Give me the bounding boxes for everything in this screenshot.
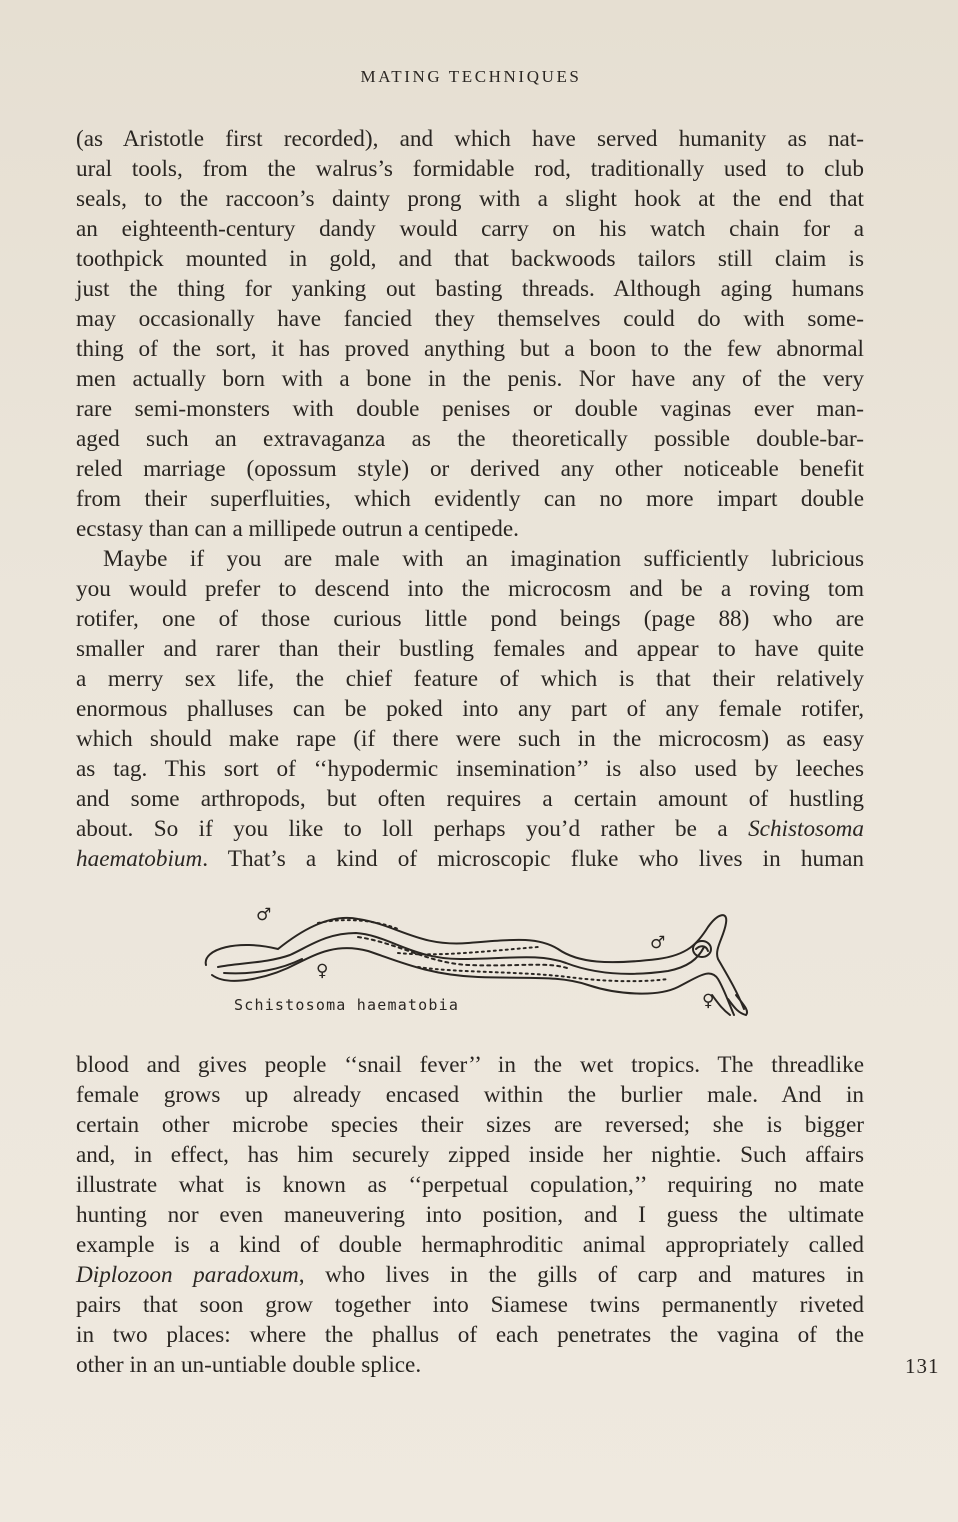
italic-species-name: Schistosoma: [748, 816, 865, 842]
text-line: certain other microbe species their sizes are reversed; she is bigger: [76, 1112, 864, 1138]
text-line: rotifer, one of those curious little pond beings (page 88) who are: [76, 606, 864, 632]
female-symbol-icon: ♀: [702, 991, 715, 1011]
text-line: illustrate what is known as ‘‘perpetual copulation,’’ requiring no mate: [76, 1172, 864, 1198]
male-symbol-icon: ♂: [650, 933, 666, 953]
text-line-mixed: [76, 814, 864, 844]
text-line: ural tools, from the walrus’s formidable rod, traditionally used to club: [76, 156, 864, 182]
text-line: from their superfluities, which evidently can no more impart double: [76, 486, 864, 512]
text-line: aged such an extravaganza as the theoretically possible double-bar-: [76, 426, 864, 452]
text-segment: about. So if you like to loll perhaps you’d rather be a: [76, 816, 728, 842]
text-line: an eighteenth-century dandy would carry on his watch chain for a: [76, 216, 864, 242]
text-line: thing of the sort, it has proved anything but a boon to the few abnormal: [76, 336, 864, 362]
page-number: 131: [905, 1354, 940, 1378]
text-line: you would prefer to descend into the microcosm and be a roving tom: [76, 576, 864, 602]
text-line: in two places: where the phallus of each penetrates the vagina of the: [76, 1322, 864, 1348]
text-line: may occasionally have fancied they themselves could do with some-: [76, 306, 864, 332]
text-line: which should make rape (if there were such in the microcosm) as easy: [76, 726, 864, 752]
text-line: as tag. This sort of ‘‘hypodermic insemination’’ is also used by leeches: [76, 756, 864, 782]
italic-species-name: haematobium: [76, 846, 203, 872]
text-line: pairs that soon grow together into Siamese twins permanently riveted: [76, 1292, 864, 1318]
text-line: female grows up already encased within the burlier male. And in: [76, 1082, 864, 1108]
text-line: reled marriage (opossum style) or derived any other noticeable benefit: [76, 456, 864, 482]
running-head: MATING TECHNIQUES: [360, 67, 582, 86]
text-line: hunting nor even maneuvering into position, and I guess the ultimate: [76, 1202, 864, 1228]
italic-species-name: Diplozoon paradoxum: [76, 1262, 299, 1288]
text-segment: , who lives in the gills of carp and matures in: [298, 1262, 864, 1288]
figure-caption: Schistosoma haematobia: [234, 996, 460, 1014]
text-line: and, in effect, has him securely zipped inside her nightie. Such affairs: [76, 1142, 864, 1168]
text-line-mixed: [76, 1260, 864, 1290]
text-line: smaller and rarer than their bustling females and appear to have quite: [76, 636, 864, 662]
text-line: enormous phalluses can be poked into any part of any female rotifer,: [76, 696, 864, 722]
text-line: example is a kind of double hermaphroditic animal appropriately called: [76, 1232, 864, 1258]
text-line: (as Aristotle first recorded), and which have served humanity as nat-: [76, 126, 864, 152]
female-symbol-icon: ♀: [316, 961, 329, 981]
text-line: and some arthropods, but often requires a certain amount of hustling: [76, 786, 864, 812]
text-line: toothpick mounted in gold, and that backwoods tailors still claim is: [76, 246, 864, 272]
text-line: seals, to the raccoon’s dainty prong with a slight hook at the end that: [76, 186, 864, 212]
text-line: men actually born with a bone in the penis. Nor have any of the very: [76, 366, 864, 392]
body-text-top: [76, 124, 864, 874]
text-line: blood and gives people ‘‘snail fever’’ in the wet tropics. The threadlike: [76, 1052, 864, 1078]
body-text-bottom: [76, 1050, 864, 1380]
text-line: ecstasy than can a millipede outrun a centipede.: [76, 516, 519, 542]
text-line: a merry sex life, the chief feature of which is that their relatively: [76, 666, 864, 692]
text-segment: . That’s a kind of microscopic fluke who lives in human: [202, 846, 864, 872]
text-line: Maybe if you are male with an imagination sufficiently lubricious: [103, 546, 864, 572]
text-line: other in an un-untiable double splice.: [76, 1352, 422, 1378]
text-line: rare semi-monsters with double penises or double vaginas ever man-: [76, 396, 864, 422]
male-symbol-icon: ♂: [256, 905, 272, 925]
schistosoma-illustration: [198, 903, 758, 1025]
text-line: just the thing for yanking out basting threads. Although aging humans: [76, 276, 864, 302]
text-line-mixed: [76, 844, 864, 874]
